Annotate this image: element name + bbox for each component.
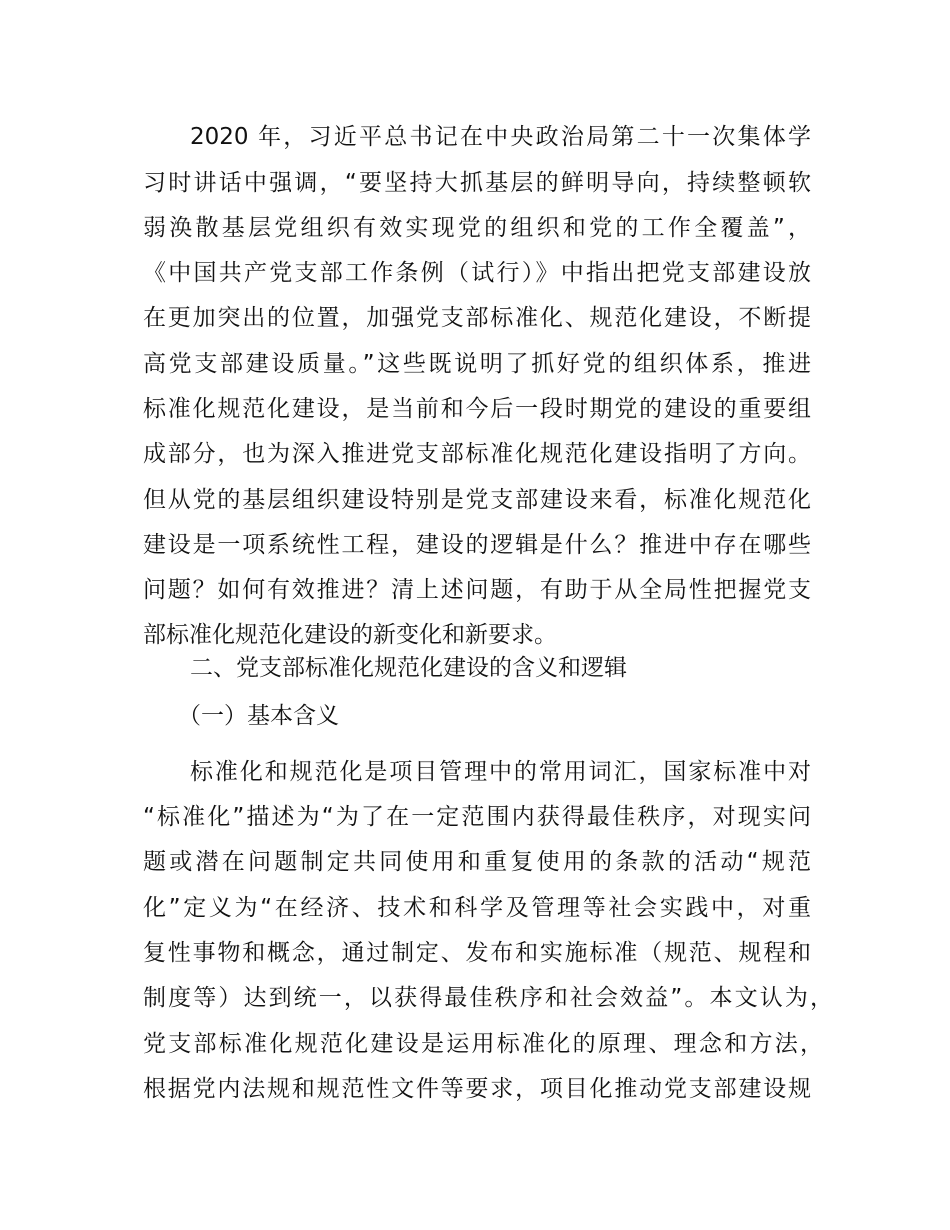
text-line: 标准化规范化建设，是当前和今后一段时期党的建设的重要组	[143, 396, 811, 422]
text-line: 制度等）达到统一，以获得最佳秩序和社会效益”。本文认为，	[143, 985, 833, 1011]
text-line: 标准化和规范化是项目管理中的常用词汇，国家标准中对	[190, 759, 811, 785]
text-line: 《中国共产党支部工作条例（试行）》中指出把党支部建设放	[143, 260, 811, 286]
text-line: 根据党内法规和规范性文件等要求，项目化推动党支部建设规	[143, 1076, 811, 1102]
text-line: 题或潜在问题制定共同使用和重复使用的条款的活动“规范	[143, 849, 811, 875]
text-line: 化”定义为“在经济、技术和科学及管理等社会实践中，对重	[143, 895, 811, 921]
text-line: 复性事物和概念，通过制定、发布和实施标准（规范、规程和	[143, 940, 811, 966]
text-line: “标准化”描述为“为了在一定范围内获得最佳秩序，对现实问	[143, 804, 811, 830]
text-line: 党支部标准化规范化建设是运用标准化的原理、理念和方法，	[143, 1031, 823, 1057]
text-line: 部标准化规范化建设的新变化和新要求。	[143, 622, 557, 648]
section-heading: 二、党支部标准化规范化建设的含义和逻辑	[190, 655, 627, 681]
text-line: 2020 年，习近平总书记在中央政治局第二十一次集体学	[190, 124, 811, 150]
text-line: 弱涣散基层党组织有效实现党的组织和党的工作全覆盖”，	[143, 215, 811, 241]
text-line: 高党支部建设质量。”这些既说明了抓好党的组织体系，推进	[143, 351, 811, 377]
text-line: 建设是一项系统性工程，建设的逻辑是什么？推进中存在哪些	[143, 532, 811, 558]
text-line: 习时讲话中强调，“要坚持大抓基层的鲜明导向，持续整顿软	[143, 170, 811, 196]
subsection-heading: （一）基本含义	[178, 703, 339, 729]
text-line: 在更加突出的位置，加强党支部标准化、规范化建设，不断提	[143, 305, 811, 331]
text-line: 成部分，也为深入推进党支部标准化规范化建设指明了方向。	[143, 441, 811, 467]
text-line: 问题？如何有效推进？清上述问题，有助于从全局性把握党支	[143, 577, 811, 603]
text-line: 但从党的基层组织建设特别是党支部建设来看，标准化规范化	[143, 487, 811, 513]
